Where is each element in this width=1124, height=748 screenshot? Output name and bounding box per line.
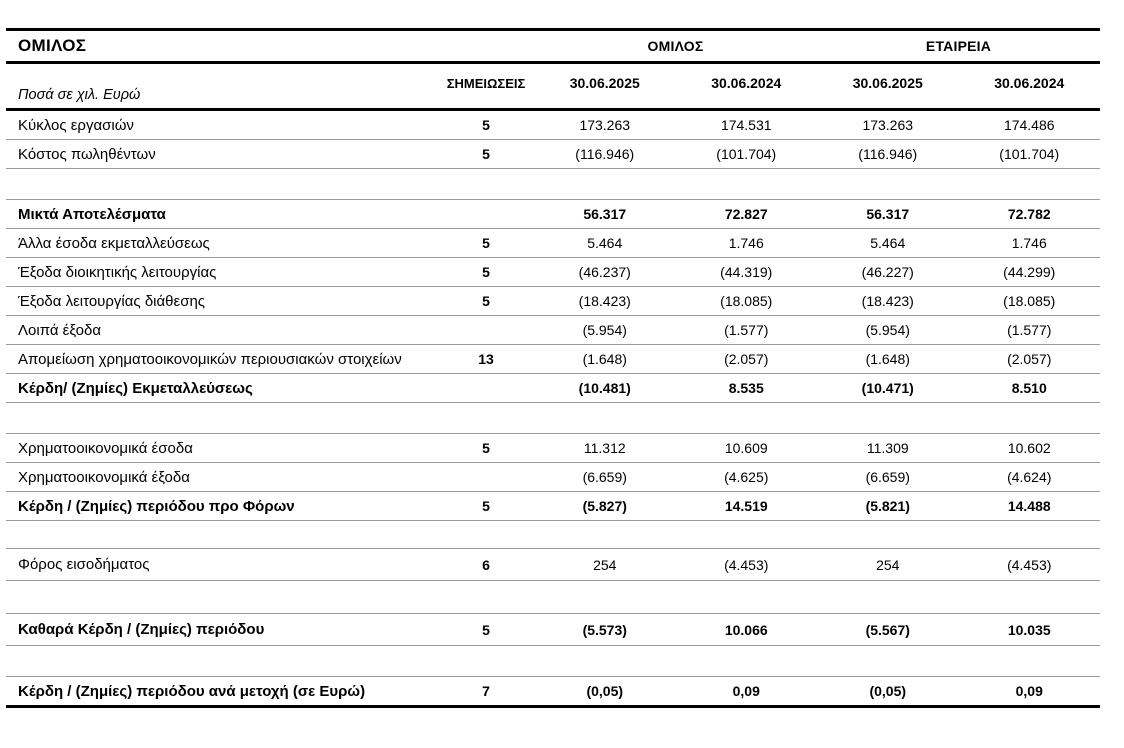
value-cell: (101.704) — [716, 146, 777, 162]
value-cell: 10.602 — [1007, 440, 1051, 456]
value-cell: (2.057) — [724, 351, 769, 367]
note-value: 5 — [482, 440, 490, 456]
value-cell: 254 — [876, 556, 900, 573]
value-cell: (5.827) — [582, 498, 627, 514]
spacer-row — [6, 521, 1100, 549]
row-label: Έξοδα διοικητικής λειτουργίας — [18, 263, 217, 281]
table-row — [6, 229, 1100, 258]
row-label: Καθαρά Κέρδη / (Ζημίες) περιόδου — [18, 621, 265, 638]
value-cell: (1.577) — [1007, 322, 1052, 338]
row-label: Φόρος εισοδήματος — [18, 556, 150, 573]
row-label: Μικτά Αποτελέσματα — [18, 205, 166, 223]
value-cell: 10.035 — [1007, 621, 1051, 638]
value-cell: (44.299) — [1003, 264, 1056, 280]
value-cell: (116.946) — [858, 146, 918, 162]
value-cell: 0,09 — [1015, 683, 1043, 699]
spacer-row — [6, 169, 1100, 200]
value-cell: 8.510 — [1011, 380, 1047, 396]
value-cell: 1.746 — [1011, 235, 1047, 251]
table-row — [6, 614, 1100, 646]
value-cell: 5.464 — [587, 235, 623, 251]
table-row — [6, 287, 1100, 316]
value-cell: (5.821) — [865, 498, 910, 514]
value-cell: 11.312 — [583, 440, 626, 456]
spacer-row — [6, 646, 1100, 677]
value-cell: (5.573) — [582, 621, 627, 638]
unit-label: Ποσά σε χιλ. Ευρώ — [18, 87, 141, 103]
value-cell: 14.488 — [1007, 498, 1051, 514]
table-row — [6, 463, 1100, 492]
note-value: 5 — [482, 117, 490, 133]
value-cell: (5.954) — [865, 322, 910, 338]
value-cell: (10.481) — [578, 380, 631, 396]
value-cell: 72.782 — [1007, 206, 1051, 222]
value-cell: (1.648) — [865, 351, 910, 367]
note-value: 5 — [482, 264, 490, 280]
table-row — [6, 677, 1100, 708]
note-value: 5 — [482, 498, 490, 514]
value-cell: (0,05) — [586, 683, 624, 699]
note-value: 13 — [478, 351, 494, 367]
value-cell: 72.827 — [724, 206, 768, 222]
value-cell: (1.648) — [582, 351, 627, 367]
note-value: 5 — [482, 293, 490, 309]
value-cell: (2.057) — [1007, 351, 1052, 367]
group-header-etaireia: ΕΤΑΙΡΕΙΑ — [925, 38, 992, 54]
value-cell: 1.746 — [728, 235, 764, 251]
row-label: Κέρδη / (Ζημίες) περιόδου προ Φόρων — [18, 497, 295, 515]
value-cell: 10.609 — [724, 440, 768, 456]
spacer-row — [6, 403, 1100, 434]
value-cell: (4.453) — [724, 556, 769, 573]
value-cell: 173.263 — [862, 117, 914, 133]
table-row — [6, 345, 1100, 374]
row-label: Κέρδη/ (Ζημίες) Εκμεταλλεύσεως — [18, 379, 253, 397]
note-value: 5 — [482, 621, 490, 638]
table-row — [6, 258, 1100, 287]
table-row — [6, 111, 1100, 140]
value-cell: 10.066 — [724, 621, 768, 638]
row-label: Άλλα έσοδα εκμεταλλεύσεως — [18, 234, 210, 252]
table-row — [6, 140, 1100, 169]
value-cell: (1.577) — [724, 322, 769, 338]
value-cell: (10.471) — [861, 380, 914, 396]
notes-column-header: ΣΗΜΕΙΩΣΕΙΣ — [446, 75, 526, 91]
value-cell: 5.464 — [870, 235, 906, 251]
row-label: Έξοδα λειτουργίας διάθεσης — [18, 292, 206, 310]
value-cell: (46.237) — [578, 264, 631, 280]
value-cell: (4.625) — [724, 469, 769, 485]
table-row — [6, 434, 1100, 463]
value-cell: (6.659) — [582, 469, 627, 485]
value-cell: 56.317 — [866, 206, 910, 222]
value-cell: (5.567) — [865, 621, 910, 638]
row-label: Λοιπά έξοδα — [18, 321, 102, 339]
value-cell: (18.423) — [578, 293, 631, 309]
note-value: 6 — [482, 556, 490, 573]
value-cell: (18.423) — [861, 293, 914, 309]
value-cell: 11.309 — [866, 440, 909, 456]
row-label: Κόστος πωληθέντων — [18, 145, 156, 163]
table-row — [6, 316, 1100, 345]
value-cell: 254 — [593, 556, 617, 573]
value-cell: (18.085) — [1003, 293, 1056, 309]
value-cell: 14.519 — [724, 498, 768, 514]
value-cell: (4.624) — [1007, 469, 1052, 485]
date-column-header: 30.06.2024 — [994, 75, 1065, 91]
value-cell: (5.954) — [582, 322, 627, 338]
note-value: 7 — [482, 683, 490, 699]
date-column-header: 30.06.2025 — [852, 75, 923, 91]
note-value: 5 — [482, 235, 490, 251]
spacer-row — [6, 581, 1100, 614]
value-cell: 0,09 — [732, 683, 760, 699]
note-value: 5 — [482, 146, 490, 162]
value-cell: 174.531 — [720, 117, 772, 133]
value-cell: (6.659) — [865, 469, 910, 485]
value-cell: 8.535 — [728, 380, 764, 396]
value-cell: 174.486 — [1003, 117, 1055, 133]
table-header-columns — [6, 64, 1100, 111]
value-cell: (4.453) — [1007, 556, 1052, 573]
row-label: Χρηματοοικονομικά έξοδα — [18, 468, 190, 486]
row-label: Απομείωση χρηματοοικονομικών περιουσιακών στοιχείων — [18, 350, 402, 368]
section-title: ΟΜΙΛΟΣ — [18, 36, 87, 55]
value-cell: (46.227) — [861, 264, 914, 280]
group-header-omilos: ΟΜΙΛΟΣ — [647, 38, 704, 54]
row-label: Χρηματοοικονομικά έσοδα — [18, 439, 193, 457]
value-cell: (18.085) — [720, 293, 773, 309]
value-cell: (44.319) — [720, 264, 773, 280]
table-row — [6, 492, 1100, 521]
row-label: Κέρδη / (Ζημίες) περιόδου ανά μετοχή (σε Ευρώ) — [18, 682, 366, 700]
row-label: Κύκλος εργασιών — [18, 116, 134, 134]
value-cell: 173.263 — [579, 117, 631, 133]
value-cell: 56.317 — [583, 206, 627, 222]
income-statement-table — [6, 28, 1100, 708]
table-header-groups — [6, 28, 1100, 64]
date-column-header: 30.06.2024 — [711, 75, 782, 91]
table-row — [6, 374, 1100, 403]
value-cell: (0,05) — [869, 683, 907, 699]
table-row — [6, 549, 1100, 581]
date-column-header: 30.06.2025 — [569, 75, 640, 91]
value-cell: (116.946) — [575, 146, 635, 162]
value-cell: (101.704) — [999, 146, 1060, 162]
table-row — [6, 200, 1100, 229]
